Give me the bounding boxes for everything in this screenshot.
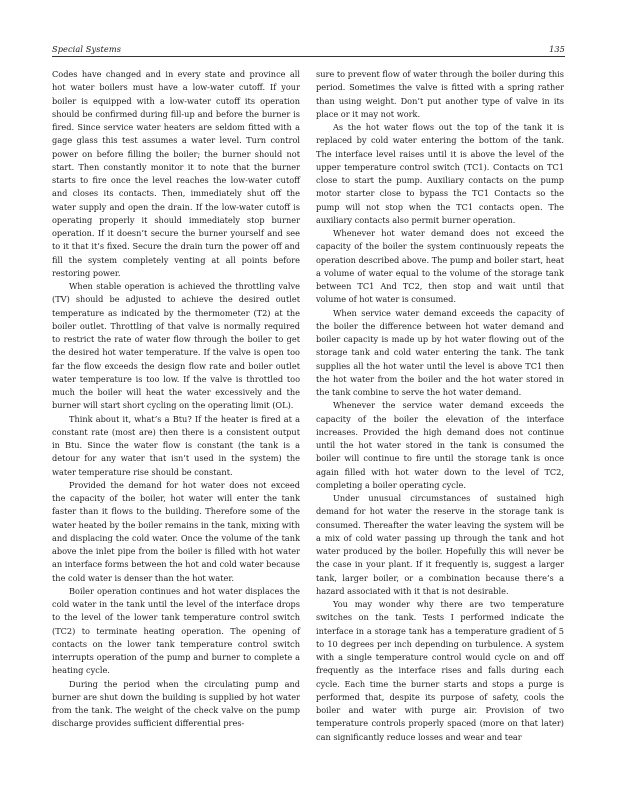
right-column [316,68,564,744]
paragraph: When stable operation is achieved the throttling valve (TV) should be adjusted to achieve the desired outlet temperature as indicated by the thermometer (T2) at the boiler outlet. Throttling of that valve is normally required to restrict the rate of water flow through the boiler to get the desired hot water temperature. If the valve is open too far the flow exceeds the design flow rate and boiler outlet water temperature is too low. If the valve is throttled too much the boiler will heat the water excessively and the burner will start short cycling on the operating limit (OL). [52,281,300,411]
paragraph: Codes have changed and in every state and province all hot water boilers must have a low-water cutoff. If your boiler is equipped with a low-water cutoff its operation should be confirmed during fill-up and before the burner is fired. Since service water heaters are seldom fitted with a gage glass this test assumes a water level. Turn control power on before filling the boiler; the burner should not start. Then constantly monitor it to note that the burner starts to fire once the level reaches the low-water cutoff and closes its contacts. Then, immediately shut off the water supply and open the drain. If the low-water cutoff is operating properly it should immediately stop burner operation. If it doesn’t secure the burner yourself and see to it that it’s fixed. Secure the drain turn the power off and fill the system completely venting at all points before restoring power. [52,69,300,278]
left-column [52,68,300,731]
paragraph: You may wonder why there are two temperature switches on the tank. Tests I performed indicate the interface in a storage tank has a temperature gradient of 5 to 10 degrees per inch depending on turbulence. A system with a single temperature control would cycle on and off frequently as the interface rises and falls during each cycle. Each time the burner starts and stops a purge is performed that, despite its purpose of safety, cools the boiler and water with purge air. Provision of two temperature controls properly spaced (more on that later) can significantly reduce losses and wear and tear [316,599,564,742]
paragraph: Under unusual circumstances of sustained high demand for hot water the reserve in the storage tank is consumed. Thereafter the water leaving the system will be a mix of cold water passing up through the tank and hot water produced by the boiler. Hopefully this will never be the case in your plant. If it frequently is, suggest a larger tank, larger boiler, or a combination because there’s a hazard associated with it that is not desirable. [316,493,564,596]
paragraph: Think about it, what’s a Btu? If the heater is fired at a constant rate (most are) then there is a consistent output in Btu. Since the water flow is constant (the tank is a detour for any water that isn’t used in the system) the water temperature rise should be constant. [52,413,300,477]
paragraph: sure to prevent flow of water through the boiler during this period. Sometimes the valve is fitted with a spring rather than using weight. Don’t put another type of valve in its place or it may not work. [316,69,564,119]
paragraph: Whenever hot water demand does not exceed the capacity of the boiler the system continuously repeats the operation described above. The pump and boiler start, heat a volume of water equal to the volume of the storage tank between TC1 And TC2, then stop and wait until that volume of hot water is consumed. [316,228,564,305]
page-number: 135 [549,44,565,54]
paragraph: During the period when the circulating pump and burner are shut down the building is supplied by hot water from the tank. The weight of the check valve on the pump discharge provides sufficient differential pres- [52,678,300,729]
running-header [52,44,565,57]
paragraph: Boiler operation continues and hot water displaces the cold water in the tank until the level of the interface drops to the level of the lower tank temperature control switch (TC2) to terminate heating operation. The opening of contacts on the lower tank temperature control switch interrupts operation of the pump and burner to complete a heating cycle. [52,585,300,676]
section-title: Special Systems [52,44,122,54]
paragraph: Provided the demand for hot water does not exceed the capacity of the boiler, hot water will enter the tank faster than it flows to the building. Therefore some of the water heated by the boiler remains in the tank, mixing with and displacing the cold water. Once the volume of the tank above the inlet pipe from the boiler is filled with hot water an interface forms between the hot and cold water because the cold water is denser than the hot water. [52,479,300,583]
paragraph: Whenever the service water demand exceeds the capacity of the boiler the elevation of the interface increases. Provided the high demand does not continue until the hot water stored in the tank is consumed the boiler will continue to fire until the storage tank is once again filled with hot water down to the level of TC2, completing a boiler operating cycle. [316,400,564,490]
paragraph: As the hot water flows out the top of the tank it is replaced by cold water entering the bottom of the tank. The interface level raises until it is above the level of the upper temperature control switch (TC1). Contacts on TC1 close to start the pump. Auxiliary contacts on the pump motor starter close to bypass the TC1 Contacts so the pump will not stop when the TC1 contacts open. The auxiliary contacts also permit burner operation. [316,122,564,225]
paragraph: When service water demand exceeds the capacity of the boiler the difference between hot water demand and boiler capacity is made up by hot water flowing out of the storage tank and cold water entering the tank. The tank supplies all the hot water until the level is above TC1 then the hot water from the boiler and the hot water stored in the tank combine to serve the hot water demand. [316,307,564,397]
